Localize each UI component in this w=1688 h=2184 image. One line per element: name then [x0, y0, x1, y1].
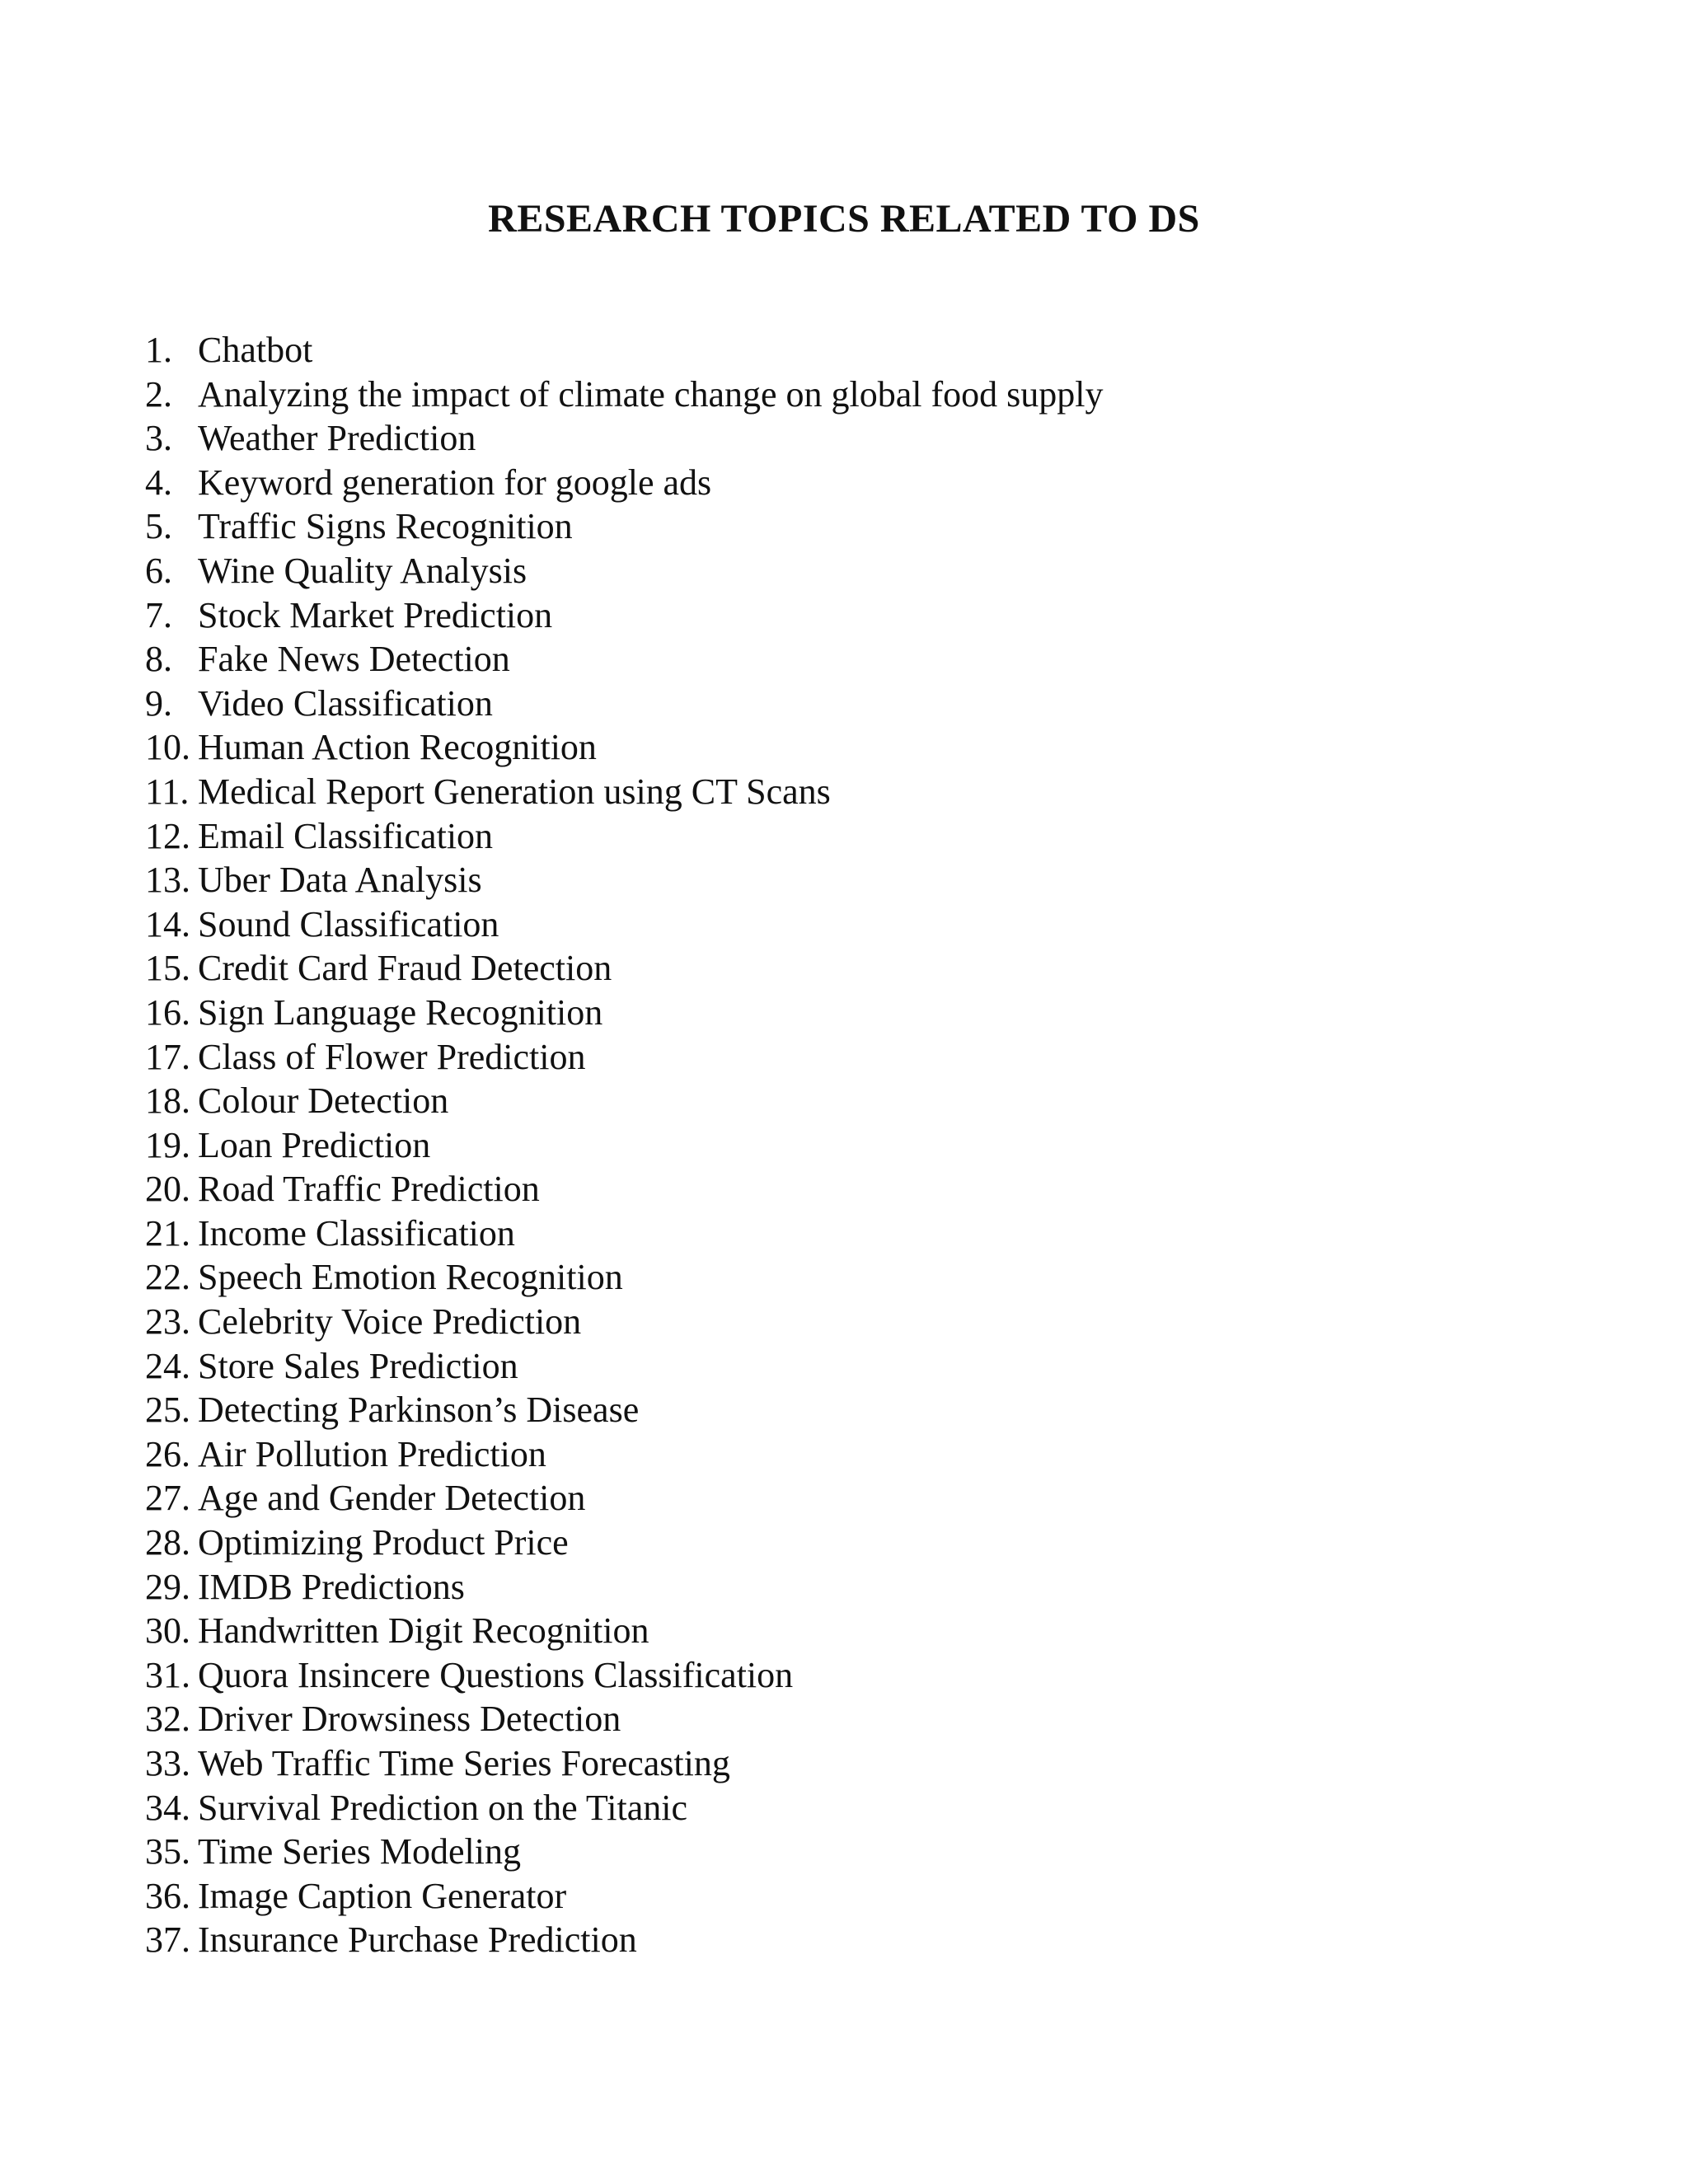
list-item-text: Survival Prediction on the Titanic: [198, 1787, 687, 1828]
list-item-text: Sign Language Recognition: [198, 991, 603, 1033]
list-item: [145, 461, 1103, 505]
list-item: [145, 1609, 1103, 1653]
list-item: [145, 328, 1103, 373]
list-item-text: Quora Insincere Questions Classification: [198, 1654, 794, 1695]
list-item-text: Detecting Parkinson’s Disease: [198, 1390, 640, 1431]
list-item: [145, 373, 1103, 417]
list-item: [145, 1035, 1103, 1080]
list-item-text: Video Classification: [198, 682, 493, 724]
list-item-text: Human Action Recognition: [198, 727, 597, 768]
list-item-text: Celebrity Voice Prediction: [198, 1301, 582, 1343]
list-item-text: Analyzing the impact of climate change on global food supply: [198, 373, 1104, 415]
list-item: [145, 1918, 1103, 1962]
list-item-number: 22.: [145, 1257, 190, 1298]
list-item-text: Driver Drowsiness Detection: [198, 1699, 621, 1740]
list-item-text: Wine Quality Analysis: [198, 550, 528, 591]
list-item-number: 29.: [145, 1566, 190, 1607]
list-item-text: Handwritten Digit Recognition: [198, 1610, 649, 1652]
list-item-number: 9.: [145, 682, 172, 724]
list-item: [145, 1432, 1103, 1477]
list-item-number: 21.: [145, 1212, 190, 1254]
list-item: [145, 682, 1103, 726]
list-item: [145, 725, 1103, 770]
list-item-number: 6.: [145, 550, 172, 591]
list-item-number: 23.: [145, 1301, 190, 1343]
list-item: [145, 1388, 1103, 1432]
list-item-number: 32.: [145, 1699, 190, 1740]
list-item: [145, 1521, 1103, 1565]
topic-list: [145, 328, 1103, 1962]
list-item: [145, 946, 1103, 991]
list-item: [145, 1786, 1103, 1830]
list-item: [145, 637, 1103, 682]
list-item: [145, 1167, 1103, 1212]
list-item: [145, 991, 1103, 1035]
list-item-number: 28.: [145, 1522, 190, 1563]
list-item: [145, 902, 1103, 947]
list-item-text: Age and Gender Detection: [198, 1478, 586, 1519]
list-item: [145, 1697, 1103, 1741]
list-item-text: Traffic Signs Recognition: [198, 506, 573, 547]
list-item: [145, 770, 1103, 814]
list-item-text: Chatbot: [198, 330, 313, 370]
list-item-number: 35.: [145, 1831, 190, 1872]
list-item: [145, 814, 1103, 859]
list-item-number: 11.: [145, 771, 190, 812]
list-item-number: 17.: [145, 1036, 190, 1077]
list-item: [145, 1830, 1103, 1874]
list-item-number: 36.: [145, 1875, 190, 1916]
list-item: [145, 1123, 1103, 1168]
list-item-number: 34.: [145, 1787, 190, 1828]
list-item-number: 20.: [145, 1169, 190, 1210]
list-item-number: 5.: [145, 506, 172, 547]
list-item: [145, 1255, 1103, 1300]
list-item: [145, 1079, 1103, 1123]
list-item: [145, 1741, 1103, 1786]
list-item-text: Air Pollution Prediction: [198, 1433, 546, 1474]
list-item-number: 2.: [145, 373, 172, 415]
list-item-text: Web Traffic Time Series Forecasting: [198, 1743, 730, 1783]
list-item-text: Credit Card Fraud Detection: [198, 948, 612, 989]
list-item-text: Fake News Detection: [198, 639, 510, 680]
list-item-number: 31.: [145, 1654, 190, 1695]
list-item-number: 24.: [145, 1345, 190, 1386]
list-item: [145, 1212, 1103, 1256]
list-item-number: 4.: [145, 462, 172, 503]
list-item-number: 12.: [145, 815, 190, 856]
list-item-text: Loan Prediction: [198, 1124, 431, 1165]
list-item: [145, 1653, 1103, 1698]
list-item-text: IMDB Predictions: [198, 1566, 465, 1607]
list-item-number: 25.: [145, 1390, 190, 1431]
page-title: RESEARCH TOPICS RELATED TO DS: [488, 197, 1200, 241]
list-item: [145, 416, 1103, 461]
list-item-text: Speech Emotion Recognition: [198, 1257, 623, 1298]
list-item-number: 8.: [145, 639, 172, 680]
list-item-number: 1.: [145, 330, 172, 370]
list-item: [145, 504, 1103, 549]
list-item: [145, 549, 1103, 593]
list-item-number: 10.: [145, 727, 190, 768]
list-item-number: 37.: [145, 1919, 190, 1961]
list-item: [145, 1300, 1103, 1344]
list-item: [145, 1476, 1103, 1521]
list-item-text: Stock Market Prediction: [198, 594, 553, 635]
list-item-number: 13.: [145, 860, 190, 901]
list-item-text: Colour Detection: [198, 1080, 449, 1122]
list-item-number: 26.: [145, 1433, 190, 1474]
list-item-text: Email Classification: [198, 815, 494, 856]
list-item-text: Store Sales Prediction: [198, 1345, 518, 1386]
list-item-number: 19.: [145, 1124, 190, 1165]
list-item-number: 3.: [145, 418, 172, 459]
list-item-text: Road Traffic Prediction: [198, 1169, 540, 1210]
list-item-text: Time Series Modeling: [198, 1831, 521, 1872]
list-item-number: 30.: [145, 1610, 190, 1652]
list-item-text: Sound Classification: [198, 903, 499, 944]
list-item-text: Weather Prediction: [198, 418, 476, 459]
list-item-text: Optimizing Product Price: [198, 1522, 569, 1563]
list-item-text: Medical Report Generation using CT Scans: [198, 771, 831, 812]
list-item-text: Image Caption Generator: [198, 1875, 567, 1916]
list-item-number: 18.: [145, 1080, 190, 1122]
list-item-number: 14.: [145, 903, 190, 944]
list-item: [145, 1565, 1103, 1610]
list-item: [145, 593, 1103, 638]
list-item-number: 15.: [145, 948, 190, 989]
list-item: [145, 858, 1103, 902]
list-item-number: 7.: [145, 594, 172, 635]
list-item-number: 33.: [145, 1743, 190, 1783]
list-item-text: Insurance Purchase Prediction: [198, 1919, 637, 1961]
list-item-text: Income Classification: [198, 1212, 515, 1254]
list-item: [145, 1344, 1103, 1389]
list-item-text: Keyword generation for google ads: [198, 462, 712, 503]
list-item-number: 27.: [145, 1478, 190, 1519]
list-item-text: Uber Data Analysis: [198, 860, 482, 901]
list-item-text: Class of Flower Prediction: [198, 1036, 586, 1077]
list-item-number: 16.: [145, 991, 190, 1033]
list-item: [145, 1874, 1103, 1919]
